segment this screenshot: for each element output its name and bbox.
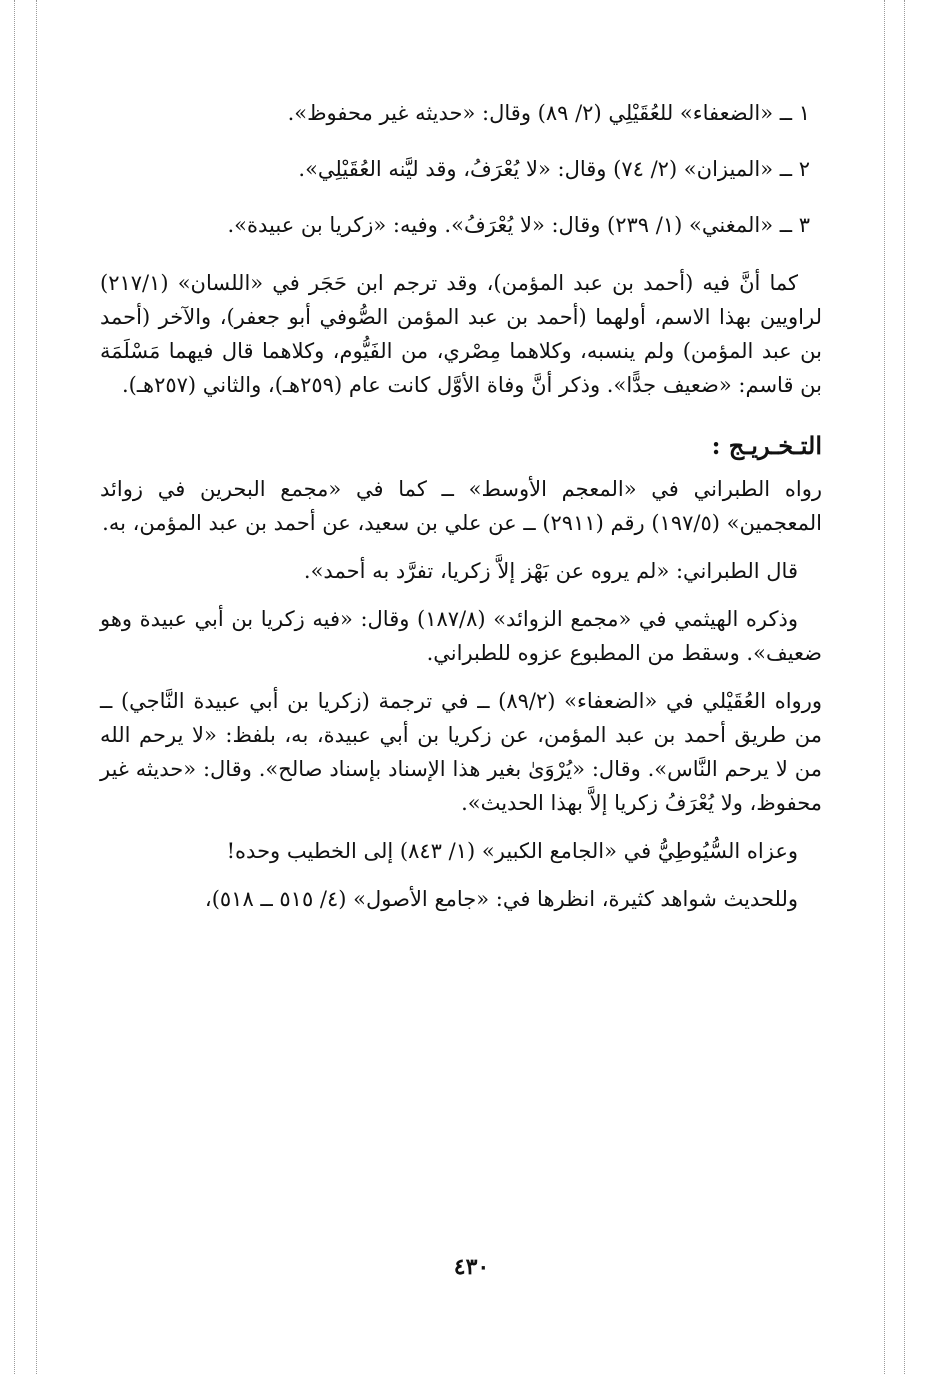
page-content [100,98,822,930]
narrator-note-paragraph: كما أنَّ فيه (أحمد بن عبد المؤمن)، وقد ترجم ابن حَجَر في «اللسان» (٢١٧/١) لراويين بهذا الاسم، أولهما (أحمد بن عبد المؤمن الصُّوفي أبو جعفر)، والآخر (أحمد بن عبد المؤمن) ولم ينسبه، وكلاهما مِصْري، من الفَيُّوم، وكلاهما قال فيهما مَسْلَمَة بن قاسم: «ضعيف جدًّا». وذكر أنَّ وفاة الأوَّل كانت عام (٢٥٩هـ)، والثاني (٢٥٧هـ). [100,271,822,397]
page-number: ٤٣٠ [453,1254,490,1280]
section-heading: التـخـريـج : [711,431,822,460]
body-paragraph: وعزاه السُّيُوطِيُّ في «الجامع الكبير» (١/ ٨٤٣) إلى الخطيب وحده! [226,839,798,863]
reference-item: ١ ــ «الضعفاء» للعُقَيْلِي (٢/ ٨٩) وقال: «حديثه غير محفوظ». [287,101,810,125]
reference-item: ٢ ــ «الميزان» (٢/ ٧٤) وقال: «لا يُعْرَفُ، وقد ليَّنه العُقَيْلِي». [298,157,810,181]
reference-item: ٣ ــ «المغني» (١/ ٢٣٩) وقال: «لا يُعْرَفُ». وفيه: «زكريا بن عبيدة». [227,213,810,237]
body-paragraph: رواه الطبراني في «المعجم الأوسط» ــ كما في «مجمع البحرين في زوائد المعجمين» (١٩٧/٥) رقم (٢٩١١) ــ عن علي بن سعيد، عن أحمد بن عبد المؤمن، به. [100,477,822,535]
body-paragraph: وللحديث شواهد كثيرة، انظرها في: «جامع الأصول» (٤/ ٥١٥ ــ ٥١٨)، [204,887,798,911]
margin-guide-line [36,0,37,1374]
margin-guide-line [904,0,905,1374]
body-paragraph: وذكره الهيثمي في «مجمع الزوائد» (١٨٧/٨) وقال: «فيه زكريا بن أبي عبيدة وهو ضعيف». وسقط من المطبوع عزوه للطبراني. [100,607,822,665]
body-paragraph: ورواه العُقَيْلي في «الضعفاء» (٨٩/٢) ــ في ترجمة (زكريا بن أبي عبيدة النَّاجي) ــ من طريق أحمد بن عبد المؤمن، عن زكريا بن أبي عبيدة، به، بلفظ: «لا يرحم الله من لا يرحم النَّاس». وقال: «يُرْوَىٰ بغير هذا الإسناد بإسناد صالح». وقال: «حديثه غير محفوظ، ولا يُعْرَفُ زكريا إلاَّ بهذا الحديث». [100,689,822,815]
body-paragraph: قال الطبراني: «لم يروه عن بَهْز إلاَّ زكريا، تفرَّد به أحمد». [303,559,798,583]
margin-guide-line [14,0,15,1374]
margin-guide-line [884,0,885,1374]
